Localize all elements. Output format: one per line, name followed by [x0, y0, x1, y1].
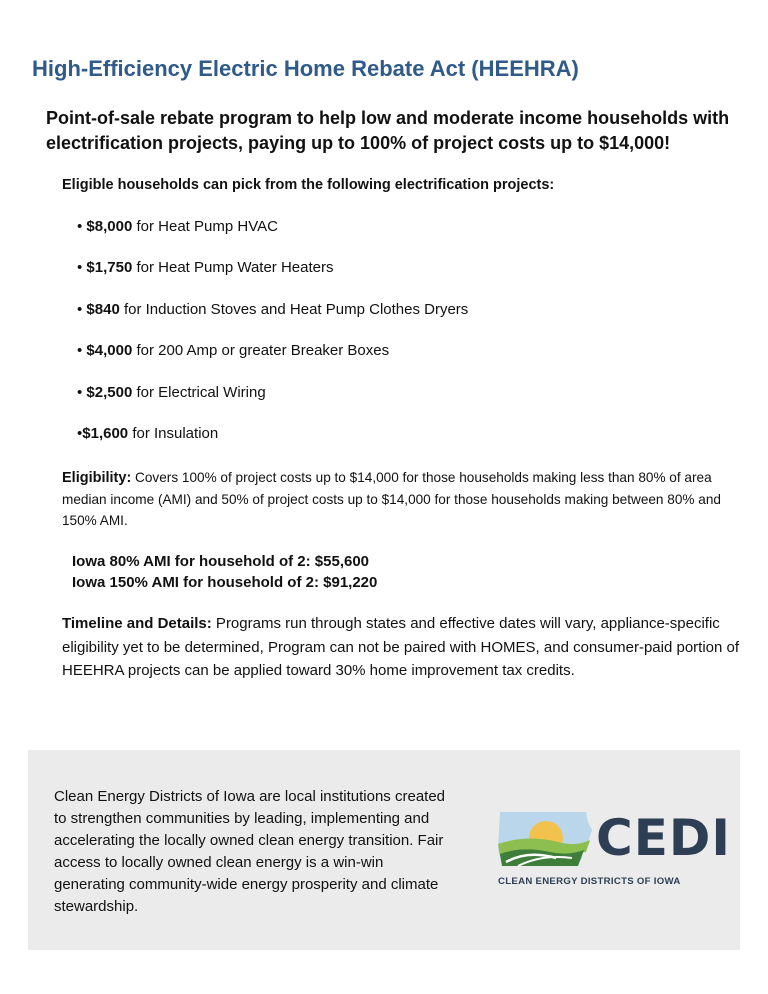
logo-wordmark: CEDI — [596, 809, 731, 867]
timeline-paragraph — [62, 612, 742, 683]
timeline-label: Timeline and Details: — [62, 615, 212, 632]
rebate-item-label: for 200 Amp or greater Breaker Boxes — [132, 342, 390, 360]
rebate-list — [77, 218, 468, 466]
rebate-amount: $1,600 — [82, 424, 129, 442]
rebate-amount: $2,500 — [86, 383, 133, 401]
eligibility-paragraph — [62, 467, 742, 531]
rebate-amount: $4,000 — [86, 342, 133, 360]
rebate-item-label: for Heat Pump HVAC — [132, 218, 278, 235]
rebate-amount: $8,000 — [86, 218, 133, 235]
footer-description: Clean Energy Districts of Iowa are local institutions created to strengthen communities by leading, implementing and accelerating the locally owned clean energy transition. Fair access to locally owned clean energy is a win-win generating community-wide energy prosperity and climate stewardship. — [54, 788, 446, 915]
rebate-item: • $4,000 for 200 Amp or greater Breaker Boxes — [77, 342, 390, 360]
rebate-amount: $1,750 — [86, 259, 133, 277]
footer-panel — [28, 750, 740, 950]
ami-thresholds — [72, 551, 377, 593]
headline: Point-of-sale rebate program to help low and moderate income households with electrification projects, paying up to 100% of project costs up to $14,000! — [46, 108, 730, 153]
cedi-logo — [498, 808, 731, 888]
rebate-item-label: for Induction Stoves and Heat Pump Clothes Dryers — [119, 300, 469, 318]
timeline-text: Programs run through states and effective dates will vary, appliance-specific eligibility yet to be determined, Program can not be paired with HOMES, and consumer-paid portion of HEEHRA projects can be applied toward 30% home improvement tax credits. — [62, 615, 740, 679]
rebate-item-label: for Electrical Wiring — [132, 383, 266, 401]
rebate-item: • $2,500 for Electrical Wiring — [77, 383, 266, 401]
rebate-item-label: for Insulation — [128, 424, 219, 442]
rebate-amount: $840 — [86, 300, 120, 318]
iowa-landscape-icon — [498, 808, 593, 870]
rebate-item: • $1,750 for Heat Pump Water Heaters — [77, 259, 334, 277]
eligibility-text: Covers 100% of project costs up to $14,000 for those households making less than 80% of area median income (AMI) and 50% of project costs up to $14,000 for those households making between 80% and 150% AMI. — [62, 470, 721, 528]
rebate-item: • $840 for Induction Stoves and Heat Pump Clothes Dryers — [77, 300, 469, 318]
rebate-item: •$1,600 for Insulation — [77, 424, 219, 442]
ami-150-line: Iowa 150% AMI for household of 2: $91,220 — [72, 574, 378, 591]
page-title: High-Efficiency Electric Home Rebate Act (HEEHRA) — [32, 56, 579, 81]
logo-tagline: CLEAN ENERGY DISTRICTS OF IOWA — [498, 876, 681, 887]
rebate-item: • $8,000 for Heat Pump HVAC — [77, 218, 278, 235]
ami-80-line: Iowa 80% AMI for household of 2: $55,600 — [72, 553, 370, 570]
intro-text: Eligible households can pick from the following electrification projects: — [62, 177, 555, 193]
rebate-item-label: for Heat Pump Water Heaters — [132, 259, 334, 277]
eligibility-label: Eligibility: — [62, 470, 132, 486]
